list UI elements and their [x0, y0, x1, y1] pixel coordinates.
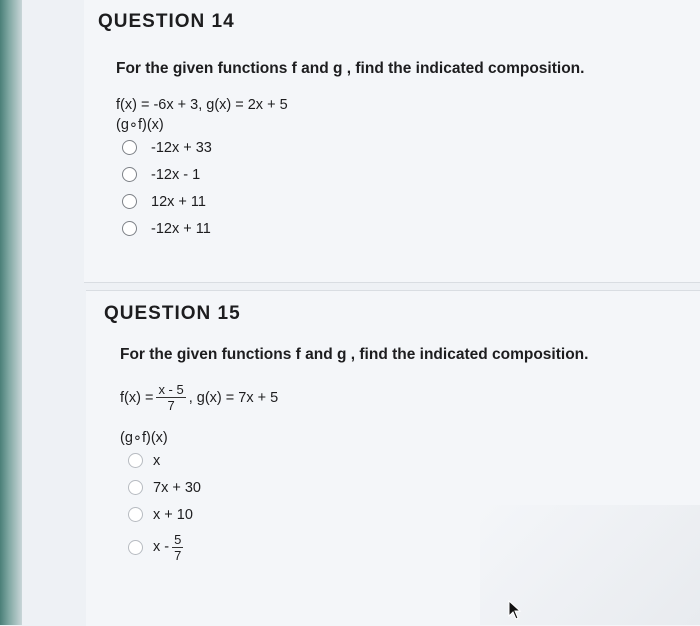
function-definitions: f(x) = -6x + 3, g(x) = 2x + 5 — [116, 97, 288, 113]
fraction — [172, 533, 183, 562]
answer-option[interactable] — [122, 161, 212, 188]
answer-option[interactable] — [128, 474, 201, 501]
answer-option-prefix: x - — [153, 539, 170, 555]
g-definition: , g(x) = 7x + 5 — [188, 389, 279, 406]
composition-label: (g∘f)(x) — [116, 117, 164, 133]
answer-option-label: x + 10 — [153, 506, 193, 523]
question-header: QUESTION 15 — [104, 303, 241, 324]
fraction-denominator: 7 — [167, 398, 175, 413]
answer-option-label: -12x - 1 — [151, 166, 201, 183]
answer-option-label: -12x + 33 — [151, 139, 212, 156]
answer-option-label: 12x + 11 — [151, 193, 206, 210]
radio-button[interactable] — [128, 453, 143, 468]
answer-option[interactable] — [128, 528, 201, 566]
question-header: QUESTION 14 — [98, 11, 235, 32]
question-15-panel — [86, 290, 700, 626]
fraction-numerator: x - 5 — [158, 382, 184, 397]
answer-option-label: -12x + 11 — [151, 220, 211, 237]
fraction — [156, 383, 185, 412]
fraction-numerator: 5 — [174, 531, 182, 547]
answer-option[interactable] — [122, 134, 212, 161]
f-label: f(x) = — [120, 389, 154, 406]
radio-button[interactable] — [128, 480, 143, 495]
answer-option-label: x — [153, 452, 161, 469]
radio-button[interactable] — [128, 540, 143, 555]
answer-option[interactable] — [122, 188, 212, 215]
question-prompt: For the given functions f and g , find the indicated composition. — [120, 346, 589, 363]
composition-label: (g∘f)(x) — [120, 430, 168, 446]
function-definitions — [120, 383, 278, 412]
radio-button[interactable] — [122, 194, 137, 209]
question-14-panel — [84, 0, 700, 283]
radio-button[interactable] — [122, 167, 137, 182]
radio-button[interactable] — [128, 507, 143, 522]
radio-button[interactable] — [122, 221, 137, 236]
answer-options — [128, 447, 201, 566]
answer-option[interactable] — [128, 447, 201, 474]
answer-options — [122, 134, 212, 242]
answer-option[interactable] — [122, 215, 212, 242]
radio-button[interactable] — [122, 140, 137, 155]
mouse-pointer-icon — [508, 600, 522, 620]
sidebar-strip — [0, 0, 22, 625]
answer-option-label: 7x + 30 — [153, 479, 201, 496]
fraction-denominator: 7 — [174, 547, 182, 563]
question-prompt: For the given functions f and g , find the indicated composition. — [116, 60, 585, 77]
answer-option[interactable] — [128, 501, 201, 528]
